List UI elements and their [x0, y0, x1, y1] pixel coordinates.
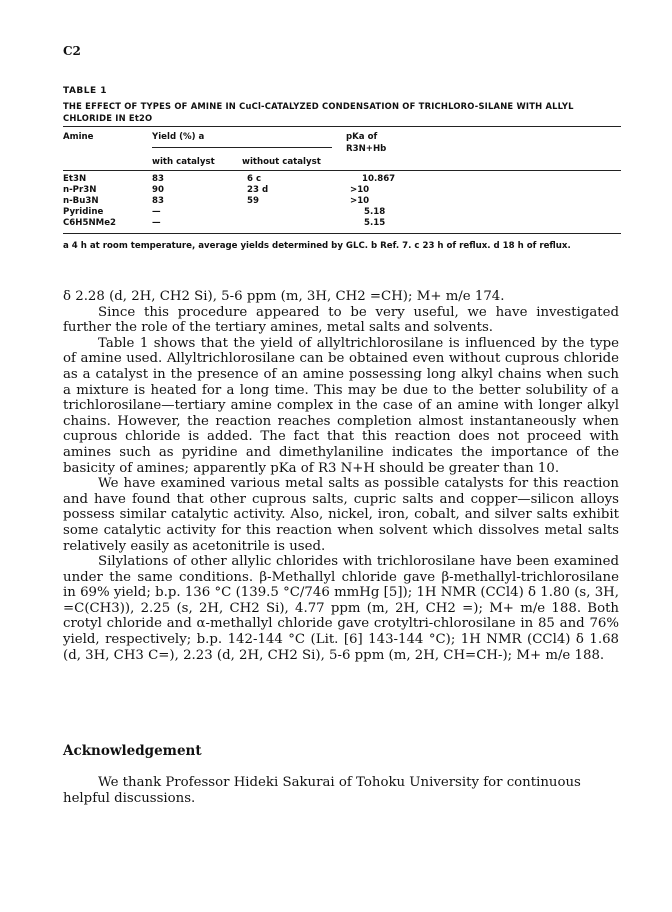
cell-amine: n-Bu3N: [63, 196, 99, 206]
cell-pka: >10: [350, 196, 370, 206]
cell-with-catalyst: —: [152, 218, 161, 228]
header-with-catalyst: with catalyst: [152, 157, 215, 167]
header-amine: Amine: [63, 132, 94, 142]
cell-without-catalyst: 23 d: [247, 185, 269, 195]
cell-without-catalyst: 6 c: [247, 174, 262, 184]
yield-subheader-rule: [152, 147, 332, 148]
cell-with-catalyst: 83: [152, 196, 164, 206]
cell-amine: C6H5NMe2: [63, 218, 117, 228]
acknowledgement-heading: Acknowledgement: [63, 743, 202, 759]
acknowledgement-text: We thank Professor Hideki Sakurai of Tohoku University for continuous helpful discussions.: [63, 775, 581, 806]
cell-amine: Et3N: [63, 174, 87, 184]
cell-with-catalyst: 83: [152, 174, 164, 184]
table-title: THE EFFECT OF TYPES OF AMINE IN CuCl-CATALYZED CONDENSATION OF TRICHLORO-SILANE WITH ALLYL CHLORIDE IN Et2O: [63, 101, 574, 123]
cell-without-catalyst: 59: [247, 196, 259, 206]
cell-with-catalyst: 90: [152, 185, 164, 195]
cell-with-catalyst: —: [152, 207, 161, 217]
table-top-rule: [63, 126, 621, 127]
table-bottom-rule: [63, 233, 621, 234]
table-label: TABLE 1: [63, 86, 108, 96]
page-number: C2: [63, 44, 81, 58]
table-header-rule: [63, 170, 621, 171]
header-without-catalyst: without catalyst: [242, 157, 321, 167]
cell-amine: Pyridine: [63, 207, 104, 217]
paragraph-silylations: Silylations of other allylic chlorides with trichlorosilane have been examined under the same conditions. β-Methallyl chloride gave β-methallyl-trichlorosilane in 69% yield; b.p. 136 °C (139.5 °C/746 mmHg [5]); 1H NMR (CCl4) δ 1.80 (s, 3H, =C(CH3)), 2.25 (s, 2H, CH2 Si), 4.77 ppm (m, 2H, CH2 =); M+ m/e 188. Both crotyl chloride and α-methallyl chloride gave crotyltri-chlorosilane in 85 and 76% yield, respectively; b.p. 142-144 °C (Lit. [6] 143-144 °C); 1H NMR (CCl4) δ 1.68 (d, 3H, CH3 C=), 2.23 (d, 2H, CH2 Si), 5-6 ppm (m, 2H, CH=CH-); M+ m/e 188.: [63, 554, 619, 663]
paragraph-amine-effect: Table 1 shows that the yield of allyltrichlorosilane is influenced by the type of amine used. Allyltrichlorosilane can be obtained even without cuprous chloride as a catalyst in the presence of an amine possessing long alkyl chains when such a mixture is heated for a long time. This may be due to the better solubility of a trichlorosilane—tertiary amine complex in the case of an amine with longer alkyl chains. However, the reaction reaches completion almost instantaneously when cuprous chloride is added. The fact that this reaction does not proceed with amines such as pyridine and dimethylaniline indicates the importance of the basicity of amines; apparently pKa of R3 N+H should be greater than 10.: [63, 335, 619, 476]
cell-pka: 5.15: [364, 218, 386, 228]
paragraph-metal-salts: We have examined various metal salts as possible catalysts for this reaction and have found that other cuprous salts, cupric salts and copper—silicon alloys possess similar catalytic activity. Also, nickel, iron, cobalt, and silver salts exhibit some catalytic activity for this reaction when solvent which dissolves metal salts relatively easily as acetonitrile is used.: [63, 476, 619, 554]
header-pka-line2: R3N+Hb: [346, 144, 387, 154]
paragraph-nmr-data: δ 2.28 (d, 2H, CH2 Si), 5-6 ppm (m, 3H, CH2 =CH); M+ m/e 174.: [63, 289, 505, 304]
cell-pka: 5.18: [364, 207, 386, 217]
header-pka-line1: pKa of: [346, 132, 378, 142]
header-yield: Yield (%) a: [152, 132, 205, 142]
paragraph-procedure: Since this procedure appeared to be very useful, we have investigated further the role of the tertiary amines, metal salts and solvents.: [63, 304, 619, 336]
table-footnote: a 4 h at room temperature, average yields determined by GLC. b Ref. 7. c 23 h of reflux. d 18 h of reflux.: [63, 241, 571, 251]
cell-pka: >10: [350, 185, 370, 195]
cell-amine: n-Pr3N: [63, 185, 97, 195]
cell-pka: 10.867: [362, 174, 396, 184]
body-text: [63, 289, 619, 663]
